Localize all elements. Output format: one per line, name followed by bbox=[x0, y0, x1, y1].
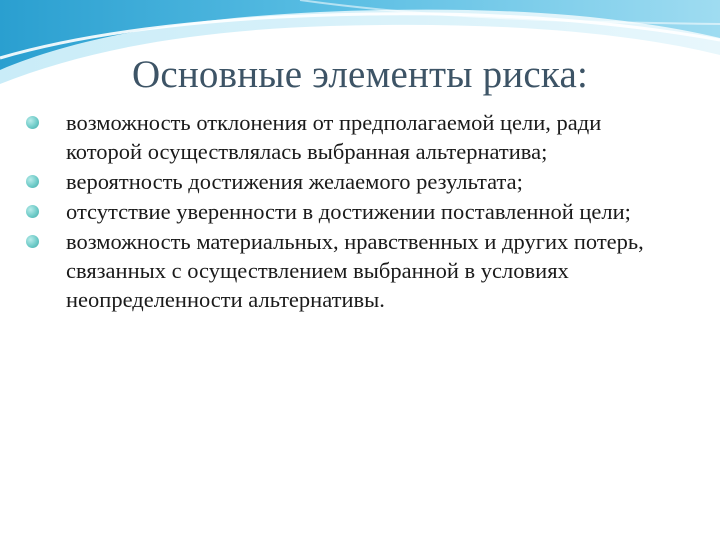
bullet-text: возможность отклонения от предполагаемой цели, ради которой осуществлялась выбранная альтернатива; bbox=[66, 110, 602, 164]
bullet-text: вероятность достижения желаемого результата; bbox=[66, 169, 523, 194]
bullet-item bbox=[26, 167, 676, 196]
bullet-text: возможность материальных, нравственных и других потерь, связанных с осуществлением выбранной в условиях неопределенности альтернативы. bbox=[66, 229, 644, 312]
bullet-dot-icon bbox=[26, 116, 39, 129]
bullet-item bbox=[26, 197, 676, 226]
bullet-item bbox=[26, 227, 676, 314]
bullet-dot-icon bbox=[26, 235, 39, 248]
bullet-text: отсутствие уверенности в достижении поставленной цели; bbox=[66, 199, 631, 224]
bullet-list bbox=[26, 108, 676, 315]
slide-title: Основные элементы риска: bbox=[131, 53, 589, 96]
bullet-item bbox=[26, 108, 676, 166]
bullet-dot-icon bbox=[26, 205, 39, 218]
bullet-dot-icon bbox=[26, 175, 39, 188]
